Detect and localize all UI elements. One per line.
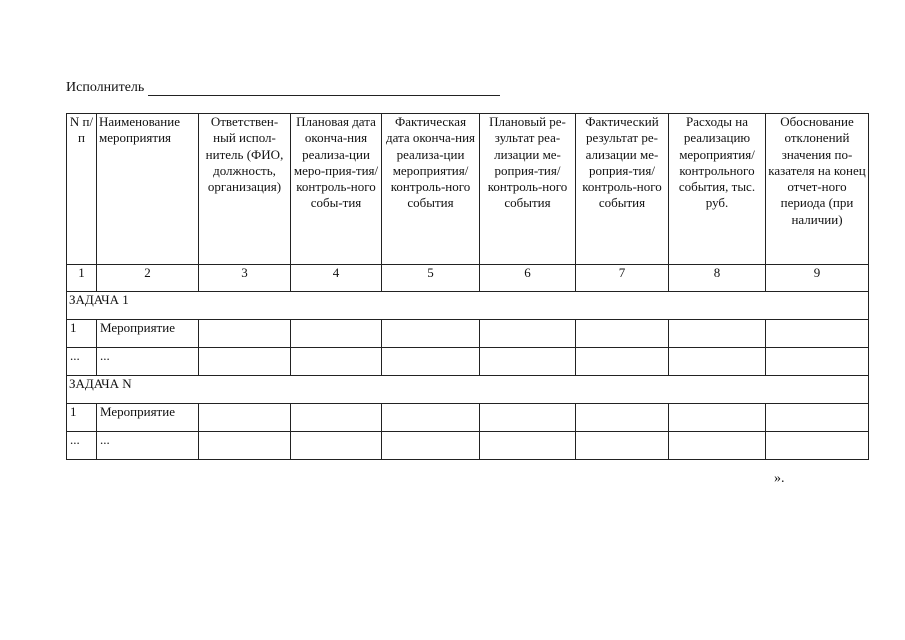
task-title: ЗАДАЧА N [67,376,869,404]
row-name-cell: Мероприятие [97,404,199,432]
row-number-cell: ... [67,348,97,376]
task-row [67,376,869,404]
empty-cell [480,432,576,460]
empty-cell [576,432,669,460]
empty-cell [766,348,869,376]
empty-cell [199,404,291,432]
table-row [67,432,869,460]
empty-cell [576,348,669,376]
table-row [67,348,869,376]
column-number-row [67,265,869,292]
empty-cell [291,348,382,376]
executor-line [66,80,500,96]
header-cell-planned-date: Плановая дата оконча-ния реализа-ции меро-прия-тия/контроль-ного собы-тия [291,114,382,265]
empty-cell [199,432,291,460]
empty-cell [576,320,669,348]
executor-signature-line [148,83,500,96]
header-cell-name: Наименование мероприятия [97,114,199,265]
report-table [66,113,869,460]
header-cell-responsible: Ответствен-ный испол-нитель (ФИО, должность, организация) [199,114,291,265]
column-number: 1 [67,265,97,292]
column-number: 4 [291,265,382,292]
empty-cell [480,404,576,432]
empty-cell [382,404,480,432]
empty-cell [669,432,766,460]
column-number: 8 [669,265,766,292]
task-title: ЗАДАЧА 1 [67,292,869,320]
table-row [67,404,869,432]
empty-cell [669,320,766,348]
empty-cell [669,404,766,432]
header-cell-justification: Обоснование отклонений значения по-казателя на конец отчет-ного периода (при наличии) [766,114,869,265]
header-cell-actual-date: Фактическая дата оконча-ния реализа-ции мероприятия/контроль-ного события [382,114,480,265]
header-cell-actual-result: Фактический результат ре-ализации ме-роприя-тия/контроль-ного события [576,114,669,265]
row-number-cell: ... [67,432,97,460]
empty-cell [199,320,291,348]
row-name-cell: Мероприятие [97,320,199,348]
executor-label: Исполнитель [66,80,145,95]
empty-cell [480,348,576,376]
closing-mark: ». [774,471,785,486]
empty-cell [480,320,576,348]
column-number: 3 [199,265,291,292]
column-number: 9 [766,265,869,292]
empty-cell [291,320,382,348]
empty-cell [291,432,382,460]
header-cell-expenses: Расходы на реализацию мероприятия/контрольного события, тыс. руб. [669,114,766,265]
row-name-cell: ... [97,432,199,460]
empty-cell [291,404,382,432]
empty-cell [576,404,669,432]
column-number: 6 [480,265,576,292]
empty-cell [382,348,480,376]
empty-cell [382,432,480,460]
header-cell-planned-result: Плановый ре-зультат реа-лизации ме-роприя-тия/контроль-ного события [480,114,576,265]
column-number: 2 [97,265,199,292]
empty-cell [199,348,291,376]
empty-cell [766,432,869,460]
row-name-cell: ... [97,348,199,376]
column-number: 7 [576,265,669,292]
task-row [67,292,869,320]
row-number-cell: 1 [67,404,97,432]
header-row [67,114,869,265]
empty-cell [669,348,766,376]
empty-cell [382,320,480,348]
row-number-cell: 1 [67,320,97,348]
header-cell-number: N п/п [67,114,97,265]
column-number: 5 [382,265,480,292]
table-row [67,320,869,348]
empty-cell [766,320,869,348]
empty-cell [766,404,869,432]
